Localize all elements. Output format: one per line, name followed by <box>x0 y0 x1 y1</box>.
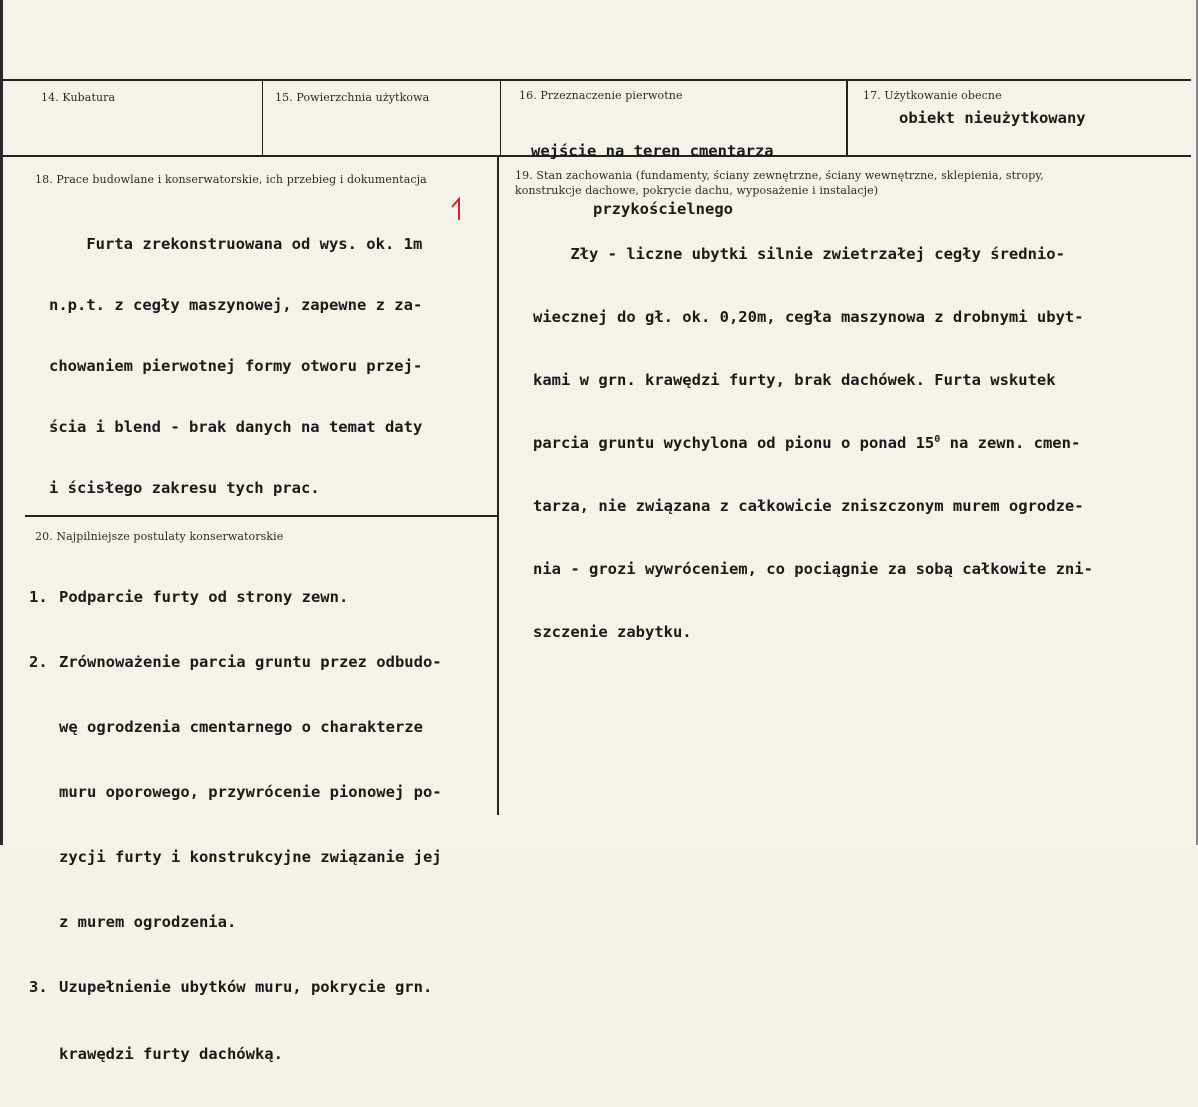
postulate-2-line-5: z murem ogrodzenia. <box>59 913 237 931</box>
section18-label: 18. Prace budowlane i konserwatorskie, ich przebieg i dokumentacja <box>35 173 427 186</box>
section18-line-4: ścia i blend - brak danych na temat daty <box>49 418 423 436</box>
postulate-2-line-1: Zrównoważenie parcia gruntu przez odbudo- <box>59 653 442 671</box>
section18-line-2: n.p.t. z cegły maszynowej, zapewne z za- <box>49 296 423 314</box>
postulate-3-line-1: Uzupełnienie ubytków muru, pokrycie grn. <box>59 978 433 996</box>
header-divider-1 <box>262 79 263 155</box>
section19-line-6: nia - grozi wywróceniem, co pociągnie za sobą całkowite zni- <box>533 560 1093 578</box>
section19-line-4 <box>533 430 1093 457</box>
section20-label: 20. Najpilniejsze postulaty konserwatorskie <box>35 530 284 543</box>
field-16-label: 16. Przeznaczenie pierwotne <box>519 89 683 102</box>
postulate-1-line-1: Podparcie furty od strony zewn. <box>59 588 349 606</box>
section19-line-4-text: parcia gruntu wychylona od pionu o ponad 15 <box>533 434 935 452</box>
section19-text <box>533 205 1093 682</box>
field-16-value-line-2: przykościelnego <box>593 200 733 218</box>
postulate-1-number: 1. <box>29 588 48 606</box>
postulate-1 <box>29 583 442 612</box>
red-correction-mark <box>451 197 463 221</box>
section18-line-3: chowaniem pierwotnej formy otworu przej- <box>49 357 423 375</box>
section19-line-3: kami w grn. krawędzi furty, brak dachówek. Furta wskutek <box>533 371 1056 389</box>
postulate-3-cont <box>29 1038 442 1071</box>
postulate-2-cont <box>29 843 442 872</box>
postulate-3 <box>29 973 442 1002</box>
section19-line-2: wiecznej do gł. ok. 0,20m, cegła maszynowa z drobnymi ubyt- <box>533 308 1084 326</box>
header-divider-3 <box>846 79 848 155</box>
postulate-2-line-4: zycji furty i konstrukcyjne związanie jej <box>59 848 442 866</box>
postulate-2-cont <box>29 713 442 742</box>
postulate-2 <box>29 648 442 677</box>
field-14-label: 14. Kubatura <box>41 91 116 104</box>
top-rule <box>3 79 1191 81</box>
postulate-2-line-3: muru oporowego, przywrócenie pionowej po- <box>59 783 442 801</box>
section20-list <box>29 547 442 1107</box>
section18-text <box>49 196 422 537</box>
postulate-2-cont <box>29 778 442 807</box>
degree-superscript: 0 <box>934 433 941 445</box>
section19-label-line-2: konstrukcje dachowe, pokrycie dachu, wyposażenie i instalacje) <box>515 184 879 197</box>
field-16-value-line-1: wejście na teren cmentarza <box>531 142 774 160</box>
section19-line-7: szczenie zabytku. <box>533 623 692 641</box>
section19-line-5: tarza, nie związana z całkowicie zniszczonym murem ogrodze- <box>533 497 1084 515</box>
postulate-3-line-2: krawędzi furty dachówką. <box>59 1045 283 1063</box>
postulate-2-line-2: wę ogrodzenia cmentarnego o charakterze <box>59 718 423 736</box>
field-17-label: 17. Użytkowanie obecne <box>863 89 1002 102</box>
header-divider-2 <box>500 79 501 155</box>
section19-label-line-1: 19. Stan zachowania (fundamenty, ściany zewnętrzne, ściany wewnętrzne, sklepienia, stropy, <box>515 169 1044 182</box>
postulate-2-number: 2. <box>29 653 48 671</box>
section19-line-1: Zły - liczne ubytki silnie zwietrzałej cegły średnio- <box>533 245 1065 263</box>
section19-line-4-tail: na zewn. cmen- <box>940 434 1081 452</box>
section18-line-1: Furta zrekonstruowana od wys. ok. 1m <box>49 235 423 253</box>
field-17-value: obiekt nieużytkowany <box>899 109 1086 127</box>
postulate-2-cont <box>29 908 442 937</box>
postulate-3-number: 3. <box>29 978 48 996</box>
field-15-label: 15. Powierzchnia użytkowa <box>275 91 430 104</box>
body-divider <box>497 155 499 815</box>
section18-line-5: i ścisłego zakresu tych prac. <box>49 479 320 497</box>
